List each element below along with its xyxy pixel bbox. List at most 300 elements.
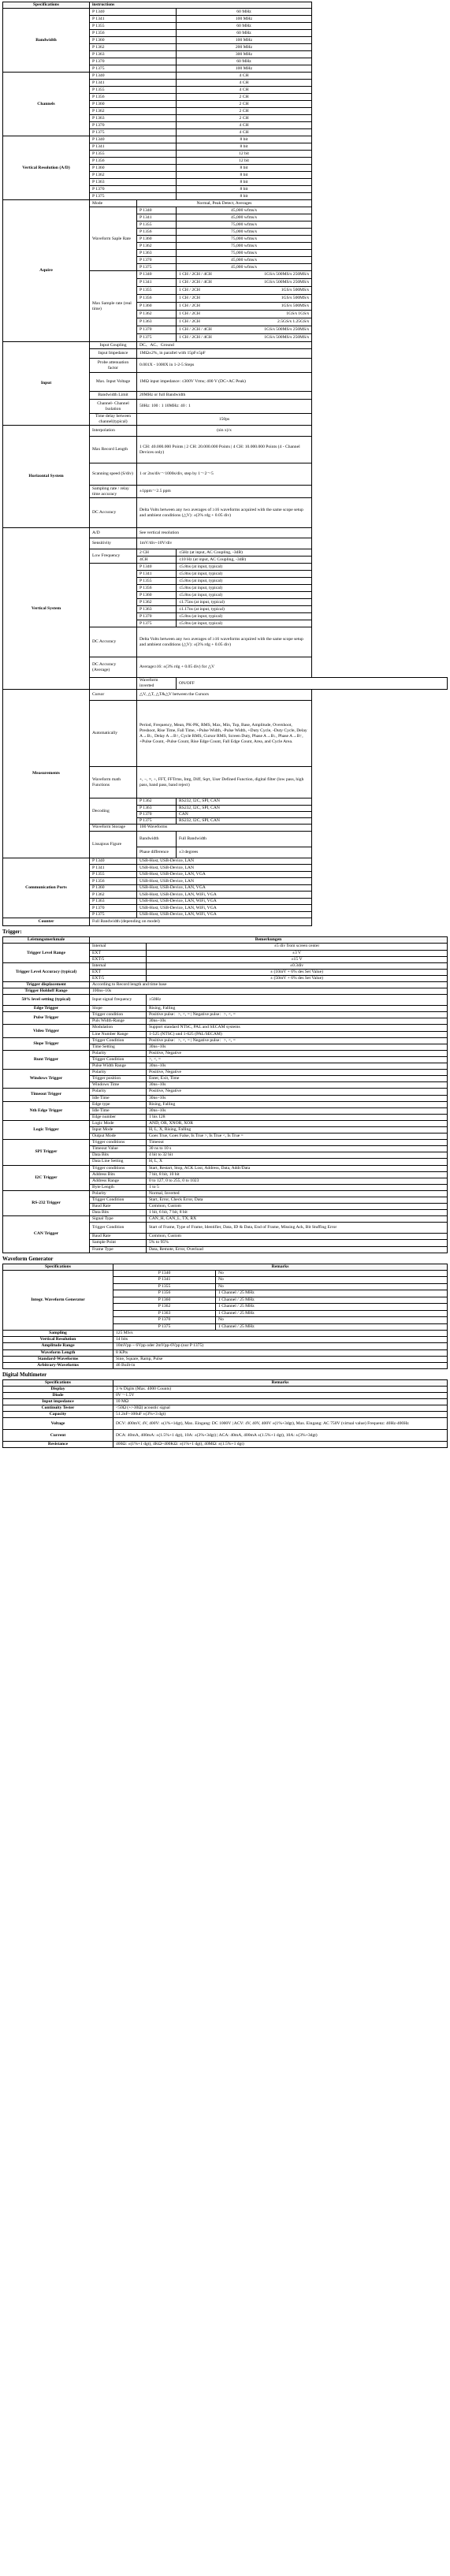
horizontal-value: 1 CH: 40.000.000 Points | 2 CH: 20.000.000 Points | 4 CH: 10.000.000 Points (4 - Channel Devices only) [137,437,312,463]
vertical-sens-key: Sensitivity [90,538,137,549]
input-key: Input Coupling [90,342,137,349]
trig-sub-value: 7 bit, 8 bit, 10 bit [147,1171,448,1178]
model-name: P 1341 [90,16,177,23]
acquire-msr-cell [177,295,312,303]
trig-sub-key: Trigger Condition [90,1223,147,1234]
model-name: P 1355 [90,23,177,30]
acquire-mode-label: Mode [90,200,137,207]
dmm-title: Digital Multimeter [2,1371,47,1378]
model-name: P 1340 [90,9,177,16]
bandwidth-value: 100 MHz [177,37,312,44]
vres-value: 8 bit [177,143,312,151]
bandwidth-value: 100 MHz [177,65,312,73]
acquire-msr-cell [177,334,312,342]
trig-sub-key: Slope [90,1006,147,1012]
trig-sub-key: Polarity [90,1050,147,1056]
trig-sub-value: 30ns~10s [147,1044,448,1050]
model-name: P 1370 [90,122,177,129]
trig-sub-key: Output Mode [90,1134,147,1140]
model-name: P 1356 [90,94,177,101]
trig-block-key: Edge Trigger [3,1006,90,1012]
model-name: P 1362 [90,892,137,899]
model-name: P 1362 [137,311,177,318]
model-name: P 1375 [137,334,177,342]
trig-block-row [3,1216,448,1223]
model-name: P 1375 [137,620,177,627]
model-name: P 1356 [90,878,137,885]
model-name: P 1356 [90,158,177,165]
acquire-wsr-label: Waveform Saple Rate [90,207,137,271]
vertical-inv-key: Waveform inverted [137,678,177,690]
model-name: P 1340 [137,564,177,571]
acquire-wsr-value: 75,000 wfms/s [177,236,312,243]
comm-value: USB-Host, USB-Device, LAN [137,858,312,865]
trig-sub-value: 1 bis 128 [147,1114,448,1120]
vres-value: 12 bit [177,151,312,158]
counter-row [3,918,448,926]
horizontal-value: (sin x)/x [137,426,312,437]
vertical-rise-value: ≤5.8ns (at input, typical) [177,585,312,592]
model-name: P 1363 [137,805,177,811]
acquire-wsr-value: 45,000 wfms/s [177,207,312,214]
wave-value: 125 MS/s [113,1331,448,1337]
trig-sub-key: Data Line Setting [90,1159,147,1165]
acquire-msr-rate: 1GS/s 500MS/s 250MS/s [264,327,309,333]
trig-sens-key: 50% level setting (typical) [3,995,90,1006]
trig-sub-value: >, <, = [147,1056,448,1063]
vres-value: 8 bit [177,186,312,193]
dmm-row [3,1412,448,1418]
trig-sub-value: Timeout [147,1140,448,1146]
dmm-key: Diode [3,1393,113,1399]
model-name: P 1360 [137,303,177,311]
vres-value: 8 bit [177,165,312,172]
vertical-dca-value: Average≥16: ±(3% rdg + 0.05 div) for △V [137,657,312,678]
horizontal-value: 1 or 2ns/div～1000s/div, step by 1～2～5 [137,463,312,486]
meas-lis-key: Lissajous Figure [90,831,137,858]
model-name: P 1362 [90,44,177,51]
bandwidth-label: Bandwidth [3,9,90,73]
trig-hold-key: Trigger Holdoff Range [3,988,90,995]
dmm-row [3,1430,448,1442]
model-name: P 1355 [113,1283,216,1290]
acquire-msr-rate: 1GS/s 500MS/s [281,296,309,301]
trig-sub-key: Signal Type [90,1216,147,1223]
trig-sub-key: Modulation [90,1025,147,1031]
trig-disp-row [3,982,448,988]
horizontal-key: Interpolation [90,426,137,437]
trig-sub-value: Support standard NTSC, PAL and SECAM systems [147,1025,448,1031]
measurements-label: Measurements [3,690,90,858]
input-value: 20MHz or full Bandwidth [137,392,312,400]
trig-level-key: Trigger Level Range [3,944,90,962]
meas-cursor-row [3,690,448,701]
dmm-body [3,1386,448,1448]
trig-sub-key: Timeout Value [90,1146,147,1152]
acquire-msr-cell [177,311,312,318]
bandwidth-row [3,9,448,16]
comm-value: USB-Host, USB-Device, LAN [137,878,312,885]
channels-value: 4 CH [177,73,312,80]
trig-sub-key: Trigger Condition [90,1197,147,1204]
model-name: P 1355 [90,151,177,158]
meas-math-key: Waveform math Functions [90,767,137,798]
acquire-msr-channels: 1 CH / 2CH [179,319,200,325]
model-name: P 1360 [90,101,177,108]
acquire-msr-channels: 1 CH / 2CH [179,311,200,317]
model-name: P 1340 [90,858,137,865]
model-name: P 1370 [137,326,177,334]
model-name: P 1362 [90,108,177,115]
model-name: P 1370 [137,257,177,264]
model-name: P 1360 [90,37,177,44]
input-label: Input [3,342,90,426]
meas-dec-value: RS232, I2C, SPI, CAN [177,798,312,805]
trig-sub-value: ±0.3div [147,962,448,969]
dmm-row [3,1393,448,1399]
model-name: P 1355 [137,578,177,585]
model-name: P 1370 [90,905,137,912]
channels-value: 2 CH [177,108,312,115]
bandwidth-value: 60 MHz [177,9,312,16]
model-name: P 1341 [90,865,137,872]
vres-value: 12 bit [177,158,312,165]
trig-sub-value: Rising, Falling [147,1101,448,1107]
dmm-value: 10 MΩ [113,1399,448,1405]
channels-label: Channels [3,73,90,136]
dmm-value: <50Ω (+/-30Ω) acoustic signal [113,1405,448,1412]
input-key: Time delay between channel(typical) [90,414,137,426]
acquire-msr-channels: 1 CH / 2CH [179,303,200,309]
dmm-row [3,1442,448,1448]
trigger-table [2,936,448,1253]
bandwidth-value: 60 MHz [177,30,312,37]
trig-sub-key: Pulse Width Range [90,1063,147,1070]
input-value: 0.001X - 1000X in 1-2-5 Steps [137,359,312,373]
trig-sub-key: Data Bits [90,1210,147,1216]
dmm-value: 400Ω: ±(1%+1 dgt), 4KΩ~400KΩ: ±(1%+1 dgt), 40MΩ: ±(1.5%+1 dgt) [113,1442,448,1448]
horizontal-key: Scanning speed (S/div) [90,463,137,486]
wave-key: Vertical Resolution [3,1337,113,1343]
acquire-msr-cell [177,271,312,279]
trig-block-row [3,1012,448,1018]
horizontal-key: DC Accuracy [90,498,137,528]
vertical-ad-row [3,528,448,538]
vertical-rise-value: ≤5.8ns (at input, typical) [177,564,312,571]
horizontal-key: Max Record Length [90,437,137,463]
model-name: P 1370 [113,1317,216,1324]
model-name: P 1370 [90,58,177,65]
trig-sub-key: Edge type [90,1101,147,1107]
trig-sub-value: 0 to 127, 0 to 255, 0 to 1023 [147,1178,448,1184]
trig-sub-key: Internal [90,962,147,969]
trig-sub-key: Idle Time [90,1095,147,1101]
trig-sub-key: Trigger Condition [90,1056,147,1063]
vres-label: Vertical Resolution (A/D) [3,136,90,200]
trig-sub-value: 4 bit to 32 bit [147,1152,448,1159]
model-name: P 1363 [137,606,177,613]
meas-lis-bw-value: Full Bandwidth [177,831,312,847]
vertical-dc-value: Delta Volts between any two averages of ≥16 waveforms acquired with the same scope setup and ambient conditions (△V): ±(3% rdg + 0.05 div) [137,627,312,657]
spec-table [2,2,448,926]
trig-block-key: Video Trigger [3,1025,90,1037]
vertical-rise-value: ≤1.17ns (at input, typical) [177,606,312,613]
acquire-msr-cell [177,287,312,295]
trig-sub-key: Baud Rate [90,1204,147,1210]
input-value: 50Hz: 100 : 1 10MHz: 40 : 1 [137,400,312,414]
wave-integ-value: 1 Channel / 25 MHz [216,1290,448,1297]
horizontal-row [3,426,448,437]
model-name: P 1375 [137,264,177,271]
trig-sub-key: Line Number Range [90,1031,147,1037]
trigger-body [3,944,448,1253]
trig-block-row [3,1089,448,1095]
trig-sub-value: 30ns~10s [147,1082,448,1089]
trig-block-row [3,1006,448,1012]
trig-hold-value: 100ns~10s [90,988,448,995]
wave-integ-value: No [216,1317,448,1324]
acquire-mode-row [3,200,448,207]
vertical-rise-value: ≤5.8ns (at input, typical) [177,592,312,599]
acquire-wsr-value: 75,000 wfms/s [177,229,312,236]
input-key: Channel- Channel Isolation [90,400,137,414]
acquire-msr-rate: 1GS/s 1GS/s [286,311,309,317]
trig-sub-value: ± (10mV + 6% des Set Value) [147,969,448,975]
dmm-row [3,1418,448,1430]
meas-lis-bw-key: Bandwidth [137,831,177,847]
model-name: P 1340 [137,207,177,214]
trig-sub-key: Frame Type [90,1246,147,1253]
counter-value: Full Bandwidth (depending on model) [90,918,312,926]
acquire-msr-channels: 1 CH / 2CH / 4CH [179,335,212,341]
dmm-key: Continuity Tester [3,1405,113,1412]
trig-sub-value: 1 bit, 6 bit, 7 bit, 8 bit [147,1210,448,1216]
model-name: P 1362 [113,1304,216,1311]
input-key: Max. Input Voltage [90,373,137,392]
bandwidth-value: 100 MHz [177,16,312,23]
trig-sub-key: Byte Length [90,1184,147,1190]
trig-sub-value: 1 to 5 [147,1184,448,1190]
input-key: Probe attenuation factor [90,359,137,373]
wave-value: Sine, Square, Ramp, Pulse [113,1356,448,1362]
acquire-wsr-value: 75,000 wfms/s [177,221,312,229]
meas-store-value: 100 Waveforms [137,824,312,831]
trig-sub-value: 30ns~10s [147,1018,448,1025]
model-name: P 1362 [137,798,177,805]
vertical-lf-value: ≤5Hz (at input, AC Coupling, -3dB) [177,549,312,557]
input-row [3,342,448,349]
dmm-value: 0V～1.5V [113,1393,448,1399]
model-name: P 1356 [137,295,177,303]
model-name: P 1375 [90,911,137,918]
dmm-key: Input impedance [3,1399,113,1405]
wave-key: Waveform Length [3,1349,113,1356]
trig-sub-key: Polarity [90,1070,147,1076]
model-name: P 1356 [113,1290,216,1297]
trigger-col-remarks: Bemerkungen [90,937,448,944]
spec-document [2,2,448,1448]
model-name: P 1355 [137,221,177,229]
model-name: P 1363 [137,318,177,326]
vres-value: 8 bit [177,172,312,179]
dmm-col-remarks: Remarks [113,1379,448,1386]
trig-sub-value: H, L, X, Rising, Falling [147,1126,448,1133]
trig-acc-row [3,962,448,969]
vres-value: 8 bit [177,193,312,200]
acquire-msr-channels: 1 CH / 2CH / 4CH [179,280,212,285]
channels-value: 4 CH [177,80,312,87]
trig-sub-value: ±3 V [147,950,448,956]
trig-block-row [3,1037,448,1044]
model-name: P 1340 [90,136,177,143]
horizontal-label: Horizontal System [3,426,90,528]
channels-value: 4 CH [177,122,312,129]
dmm-key: Capacity [3,1412,113,1418]
dmm-key: Voltage [3,1418,113,1430]
acquire-msr-rate: 2.5GS/s 1.25GS/s [277,319,309,325]
vertical-dca-key: DC Accuracy (Average) [90,657,137,678]
trig-block-key: Runt Trigger [3,1050,90,1069]
horizontal-value: ±1ppm～2.5 ppm [137,486,312,498]
acquire-msr-cell [177,303,312,311]
trig-block-key: Pulse Trigger [3,1012,90,1025]
trig-block-row [3,1190,448,1197]
model-name: P 1363 [90,898,137,905]
model-name: P 1355 [90,871,137,878]
model-name: P 1362 [90,172,177,179]
trig-sub-key: Trigger conditions [90,1165,147,1171]
model-name: P 1375 [90,65,177,73]
model-name: P 1362 [137,243,177,250]
comm-row [3,858,448,865]
wave-key: Sampling [3,1331,113,1337]
waveform-body [3,1270,448,1368]
comm-value: USB-Host, USB-Device, LAN, WiFi, VGA [137,905,312,912]
wave-integ-value: 1 Channel / 25 MHz [216,1310,448,1317]
trig-block-key: Timeout Trigger [3,1089,90,1101]
input-value: 150ps [137,414,312,426]
vertical-dc-key: DC Accuracy [90,627,137,657]
vres-row [3,136,448,143]
waveform-title: Waveform Generator [2,1255,54,1262]
trig-block-row [3,1070,448,1076]
channels-row [3,73,448,80]
trigger-title: Trigger: [2,929,22,936]
comm-value: USB-Host, USB-Device, LAN [137,865,312,872]
acquire-label: Aquire [3,200,90,342]
waveform-table [2,1264,448,1369]
acquire-msr-rate: 1GS/s 500MS/s 250MS/s [264,272,309,277]
model-name: P 1356 [137,585,177,592]
model-name: P 1363 [137,250,177,257]
model-name: P 1341 [113,1277,216,1284]
trig-sub-key: Address Bits [90,1171,147,1178]
meas-lis-ph-key: Phase difference [137,847,177,858]
trig-block-key: CAN Trigger [3,1216,90,1253]
model-name: P 1375 [90,129,177,136]
acquire-msr-channels: 1 CH / 2CH [179,288,200,293]
input-key: Bandwidth Limit [90,392,137,400]
spec-header-row [3,2,448,9]
trig-sub-value: H, L, X [147,1159,448,1165]
comm-value: USB-Host, USB-Device, LAN, VGA [137,884,312,892]
trig-block-row [3,1025,448,1031]
trig-sub-key: Windows Time [90,1082,147,1089]
acquire-wsr-value: 45,000 wfms/s [177,214,312,221]
trig-block-row [3,1165,448,1171]
trig-sub-key: Input signal frequency [90,995,147,1006]
vertical-ad-value: See vertical resolution [137,528,312,538]
dmm-value: DCV: 400mV, 4V, 400V: ±(1%+1dgt), Max. Eingang: DC 1000V | ACV: 4V, 40V, 400V ±(1%+3dgt), Max. Eingang: AC 750V (virtual value) Frequenz: 40Hz-400Hz [113,1418,448,1430]
comm-value: USB-Host, USB-Device, LAN, VGA [137,871,312,878]
trig-block-key: I2C Trigger [3,1165,90,1190]
model-name: P 1341 [137,214,177,221]
vres-value: 8 bit [177,179,312,186]
acquire-msr-rate: 1GS/s 500MS/s [281,303,309,309]
model-name: P 1360 [90,884,137,892]
blank-cell [90,678,137,690]
model-name: P 1355 [137,287,177,295]
dmm-key: Current [3,1430,113,1442]
model-name: P 1360 [90,165,177,172]
vertical-sens-value: 1mV/div~10V/div [137,538,312,549]
model-name: P 1356 [90,30,177,37]
trig-sub-value: 30 ns to 10 s [147,1146,448,1152]
model-name: P 1341 [90,143,177,151]
wave-value: 8 KPts [113,1349,448,1356]
comm-value: USB-Host, USB-Device, LAN, WiFi, VGA [137,898,312,905]
wave-integ-key: Integr. Waveform Generator [3,1270,113,1331]
dmm-value: DCA: 40mA, 400mA: ±(1.5%+1 dgt), 10A: ±(3%+3dgt) | ACA: 40mA, 400mA ±(1.5%+1 dgt), 10A: ±(3%+3dgt) [113,1430,448,1442]
trig-block-row [3,1120,448,1126]
dmm-row [3,1399,448,1405]
trig-sub-key: Trigger Condition [90,1037,147,1044]
meas-store-key: Waveform Storage [90,824,137,831]
trig-sub-key: Sample Point [90,1240,147,1246]
wave-integ-row [3,1270,448,1277]
trig-sub-key: Idle Time [90,1107,147,1114]
model-name: P 1341 [137,279,177,287]
vertical-lf-ch: 2 CH [137,549,177,557]
dmm-key: Display [3,1386,113,1392]
trig-sub-value: Normal, Inverted [147,1190,448,1197]
acquire-msr-rate: 1GS/s 500MS/s 250MS/s [264,335,309,341]
trig-sub-value: Common, Custom [147,1204,448,1210]
dmm-value: 3 ¾ Digits (Max. 4000 Counts) [113,1386,448,1392]
trig-sub-value: Positive, Negative [147,1050,448,1056]
channels-value: 2 CH [177,115,312,122]
trigger-header-row [3,937,448,944]
spec-body [3,9,448,926]
wave-value: 10mVpp ~ 6Vpp oder 2mVpp-6Vpp (nur P 1375) [113,1343,448,1349]
vres-value: 8 bit [177,136,312,143]
trig-sub-value: 30ns~10s [147,1095,448,1101]
trig-sub-key: EXT [90,969,147,975]
input-key: Input Impedance [90,349,137,359]
wave-row [3,1349,448,1356]
dmm-value: 51.2nF~100uF ±(3%+3 dgt) [113,1412,448,1418]
trig-sub-value: AND, OR, XNOR, XOR [147,1120,448,1126]
trig-sub-value: Goes True, Goes False, Is True >, Is True <, Is True = [147,1134,448,1140]
acquire-wsr-value: 45,000 wfms/s [177,264,312,271]
trig-acc-key: Trigger Level Accuracy (typical) [3,962,90,981]
trig-block-key: Nth Edge Trigger [3,1101,90,1120]
acquire-msr-channels: 1 CH / 2CH / 4CH [179,272,212,277]
vertical-rise-value: ≤5.8ns (at input, typical) [177,620,312,627]
trig-sub-value: CAN_H, CAN_L, TX, RX [147,1216,448,1223]
trig-sub-value: Positive, Negative [147,1070,448,1076]
trig-sub-key: Data Bits [90,1152,147,1159]
